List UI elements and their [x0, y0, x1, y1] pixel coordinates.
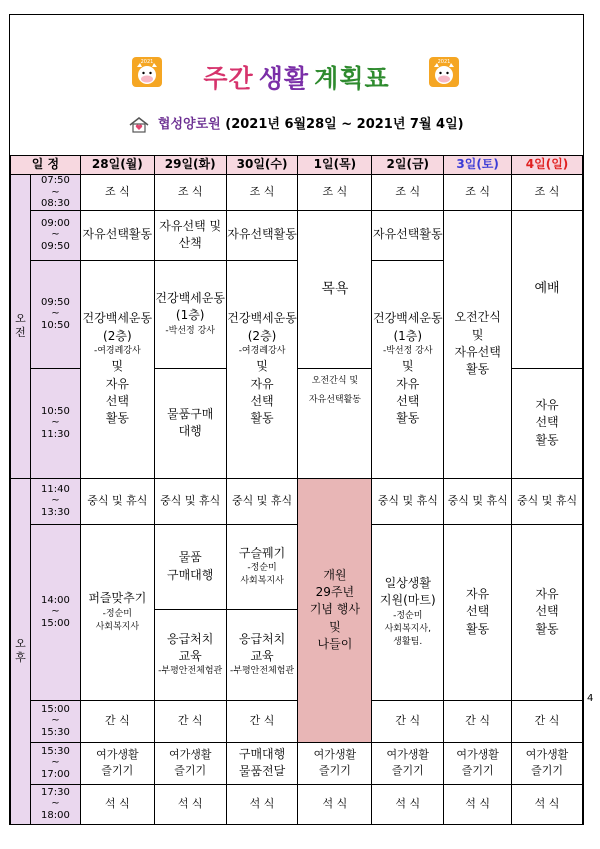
tue-choice: 자유선택 및 산책 — [154, 210, 226, 260]
cell-dinner: 석 식 — [80, 784, 154, 824]
wed-delivery: 구매대행 물품전달 — [226, 742, 298, 784]
period-am: 오 전 — [11, 175, 31, 479]
document-header — [10, 15, 583, 155]
mon-puzzle: 퍼즐맞추기 -정순미 사회복지사 — [80, 524, 154, 700]
tue-exercise: 건강백세운동 (1층) -박선정 강사 — [154, 260, 226, 368]
time-slot: 07:50 ~ 08:30 — [30, 175, 80, 211]
cell-breakfast: 조 식 — [298, 175, 372, 211]
cell-lunch: 중식 및 휴식 — [80, 478, 154, 524]
tue-shopping: 물품구매 대행 — [154, 368, 226, 478]
wed-morning-program: 건강백세운동 (2층) -여경례강사 및 자유 선택 활동 — [226, 260, 298, 478]
cell-lunch: 중식 및 휴식 — [154, 478, 226, 524]
cell-leisure: 여가생활 즐기기 — [154, 742, 226, 784]
cell-leisure: 여가생활 즐기기 — [372, 742, 444, 784]
day-sun: 4일(일) — [512, 156, 583, 175]
tue-shopping-2: 물품 구매대행 — [155, 525, 226, 610]
time-slot: 09:00 ~ 09:50 — [30, 210, 80, 260]
cell-leisure: 여가생활 즐기기 — [80, 742, 154, 784]
row-morning-1 — [11, 210, 583, 260]
cell-lunch: 중식 및 휴식 — [512, 478, 583, 524]
cell-snack: 간 식 — [372, 700, 444, 742]
time-slot: 09:50 ~ 10:50 — [30, 260, 80, 368]
period-pm: 오 후 — [11, 478, 31, 824]
time-slot: 11:40 ~ 13:30 — [30, 478, 80, 524]
time-slot: 10:50 ~ 11:30 — [30, 368, 80, 478]
house-heart-icon — [129, 117, 149, 133]
day-mon: 28일(월) — [80, 156, 154, 175]
row-afternoon — [11, 524, 583, 700]
thu-bath: 목욕 — [298, 210, 372, 368]
row-snack — [11, 700, 583, 742]
row-dinner — [11, 784, 583, 824]
cell-snack: 간 식 — [444, 700, 512, 742]
time-slot: 15:00 ~ 15:30 — [30, 700, 80, 742]
organization-name: 협성양로원 — [157, 117, 221, 132]
sun-worship: 예배 — [512, 210, 583, 368]
cell-dinner: 석 식 — [298, 784, 372, 824]
wed-choice: 자유선택활동 — [226, 210, 298, 260]
cell-leisure: 여가생활 즐기기 — [444, 742, 512, 784]
cell-breakfast: 조 식 — [372, 175, 444, 211]
cell-lunch: 중식 및 휴식 — [444, 478, 512, 524]
weekly-schedule-table — [10, 155, 583, 825]
page-number: 4 — [587, 693, 594, 704]
row-lunch — [11, 478, 583, 524]
fri-daily-support: 일상생활 지원(마트) -정순미 사회복지사, 생활팀. — [372, 524, 444, 700]
day-wed: 30일(수) — [226, 156, 298, 175]
schedule-label: 일 정 — [11, 156, 81, 175]
cell-dinner: 석 식 — [372, 784, 444, 824]
cell-dinner: 석 식 — [512, 784, 583, 824]
schedule-frame — [9, 14, 584, 825]
cell-snack: 간 식 — [226, 700, 298, 742]
time-slot: 14:00 ~ 15:00 — [30, 524, 80, 700]
row-breakfast — [11, 175, 583, 211]
sat-pm-free: 자유 선택 활동 — [444, 524, 512, 700]
schedule-period: (2021년 6월28일 ~ 2021년 7월 4일) — [225, 117, 464, 132]
cell-lunch: 중식 및 휴식 — [372, 478, 444, 524]
cell-dinner: 석 식 — [154, 784, 226, 824]
wed-marble: 구슬꿰기 -정순미 사회복지사 — [227, 525, 298, 610]
thu-snack-choice: 오전간식 및 자유선택활동 — [298, 368, 372, 478]
fri-morning-program: 건강백세운동 (1층) -박선정 강사 및 자유 선택 활동 — [372, 260, 444, 478]
cell-dinner: 석 식 — [444, 784, 512, 824]
tue-afternoon — [154, 524, 226, 700]
day-tue: 29일(화) — [154, 156, 226, 175]
subtitle — [10, 113, 583, 133]
svg-text:2021: 2021 — [437, 59, 451, 65]
cell-leisure: 여가생활 즐기기 — [298, 742, 372, 784]
header-row — [11, 156, 583, 175]
row-leisure — [11, 742, 583, 784]
cell-snack: 간 식 — [512, 700, 583, 742]
cell-leisure: 여가생활 즐기기 — [512, 742, 583, 784]
cell-breakfast: 조 식 — [80, 175, 154, 211]
cell-breakfast: 조 식 — [226, 175, 298, 211]
wed-firstaid: 응급처치 교육 -부평안전체험관 — [230, 631, 295, 677]
wed-afternoon — [226, 524, 298, 700]
cell-lunch: 중식 및 휴식 — [226, 478, 298, 524]
day-fri: 2일(금) — [372, 156, 444, 175]
title-word-1: 주간 — [203, 64, 254, 93]
cell-snack: 간 식 — [80, 700, 154, 742]
cell-breakfast: 조 식 — [512, 175, 583, 211]
tue-firstaid: 응급처치 교육 -부평안전체험관 — [158, 631, 223, 677]
thu-anniversary-event: 개원 29주년 기념 행사 및 나들이 — [298, 478, 372, 742]
cell-breakfast: 조 식 — [444, 175, 512, 211]
time-slot: 17:30 ~ 18:00 — [30, 784, 80, 824]
sat-am-activity: 오전간식 및 자유선택 활동 — [444, 210, 512, 478]
time-slot: 15:30 ~ 17:00 — [30, 742, 80, 784]
cell-dinner: 석 식 — [226, 784, 298, 824]
day-thu: 1일(목) — [298, 156, 372, 175]
cell-snack: 간 식 — [154, 700, 226, 742]
sun-am-free: 자유 선택 활동 — [512, 368, 583, 478]
fri-choice: 자유선택활동 — [372, 210, 444, 260]
svg-text:2021: 2021 — [140, 59, 154, 65]
page-title — [10, 59, 583, 95]
mon-choice: 자유선택활동 — [80, 210, 154, 260]
title-word-2: 생활 — [258, 64, 310, 93]
title-word-3: 계획표 — [314, 64, 390, 93]
cell-breakfast: 조 식 — [154, 175, 226, 211]
sun-pm-free: 자유 선택 활동 — [512, 524, 583, 700]
day-sat: 3일(토) — [444, 156, 512, 175]
mon-morning-program: 건강백세운동 (2층) -여경례강사 및 자유 선택 활동 — [80, 260, 154, 478]
